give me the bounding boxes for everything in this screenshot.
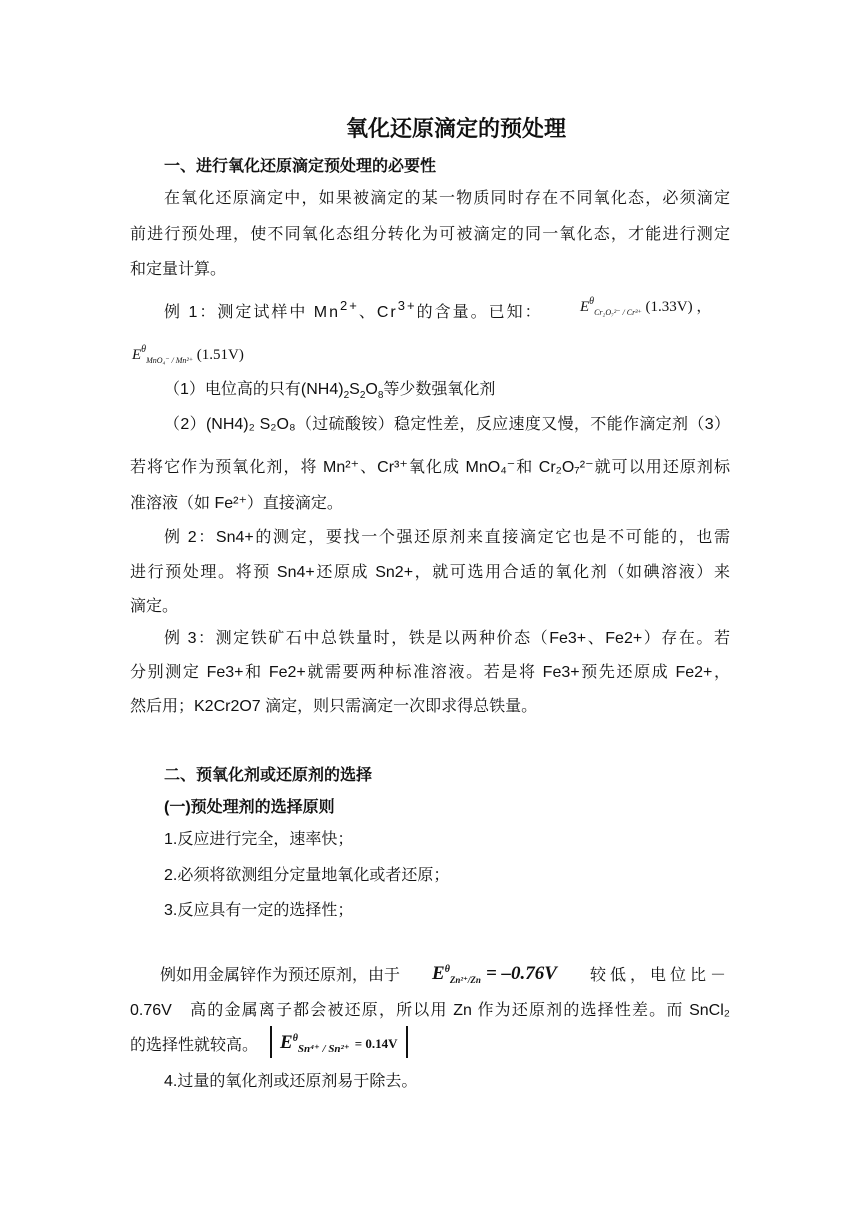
example-3-line-2: 分别测定 Fe3+和 Fe2+就需要两种标准溶液。若是将 Fe3+预先还原成 Fe2+， (130, 664, 730, 681)
theta-symbol: θ (589, 296, 595, 307)
example-3-line-1: 例 3：测定铁矿石中总铁量时，铁是以两种价态（Fe3+、Fe2+）存在。若 (164, 630, 730, 647)
mn-couple: MnO₄⁻ / Mn²⁺ (146, 356, 194, 365)
subscript: 2 (343, 390, 350, 401)
mn-potential-value: (1.51V) (196, 347, 244, 363)
sn-bracket (270, 1026, 408, 1058)
sn-couple: Sn⁴⁺ / Sn²⁺ (297, 1043, 350, 1055)
zn-line-start: 例如用金属锌作为预还原剂，由于 (160, 967, 401, 984)
subscript: 8 (377, 390, 384, 401)
zn-line-3: 的选择性就较高。 (130, 1037, 259, 1054)
item-2-line-1: （2）(NH4)₂ S₂O₈（过硫酸铵）稳定性差，反应速度又慢，不能作滴定剂（3） (164, 416, 730, 433)
zn-potential-value: = –0.76V (485, 963, 557, 984)
para-1-line-2: 前进行预处理，使不同氧化态组分转化为可被滴定的同一氧化态，才能进行测定 (130, 226, 730, 243)
theta-symbol: θ (292, 1033, 298, 1044)
e-symbol: E (280, 1032, 293, 1053)
e-symbol: E (132, 347, 142, 363)
cr-couple: Cr₂O₇²⁻ / Cr³⁺ (594, 308, 642, 317)
para-1-line-1: 在氧化还原滴定中，如果被滴定的某一物质同时存在不同氧化态，必须滴定 (164, 190, 730, 207)
rule-3: 3.反应具有一定的选择性； (164, 902, 354, 919)
example-3-line-3: 然后用；K2Cr2O7 滴定，则只需滴定一次即求得总铁量。 (130, 698, 538, 715)
mn-charge: 2+ (340, 298, 359, 313)
rule-1: 1.反应进行完全，速率快； (164, 831, 354, 848)
zn-line-end: 较低，电位比－ (590, 967, 731, 984)
rule-2: 2.必须将欲测组分定量地氧化或者还原； (164, 867, 450, 884)
comma: ， (696, 299, 712, 315)
potential-mn-formula (132, 340, 244, 371)
item-1-end: 等少数强氧化剂 (383, 381, 496, 398)
zn-couple: Zn²⁺/Zn (449, 975, 481, 985)
item-1 (164, 380, 495, 406)
zn-line-2: 0.76V 高的金属离子都会被还原，所以用 Zn 作为还原剂的选择性差。而 SnCl₂ (130, 1002, 730, 1019)
cr-charge: 3+ (397, 298, 417, 313)
rule-4: 4.过量的氧化剂或还原剂易于除去。 (164, 1073, 418, 1090)
e-symbol: E (432, 963, 445, 984)
e-symbol: E (580, 299, 590, 315)
para-1-line-3: 和定量计算。 (130, 261, 227, 278)
theta-symbol: θ (141, 344, 147, 355)
item-1-s: S (349, 381, 360, 398)
potential-cr-formula (580, 292, 711, 323)
page-title: 氧化还原滴定的预处理 (345, 116, 566, 142)
section-2-heading: 二、预氧化剂或还原剂的选择 (164, 767, 373, 784)
example-2-line-3: 滴定。 (130, 598, 179, 615)
example-2-line-1: 例 2：Sn4+的测定，要找一个强还原剂来直接滴定它也是不可能的，也需 (164, 529, 730, 546)
sn-potential-value: = 0.14V (354, 1036, 398, 1051)
item-1-o: O (365, 381, 378, 398)
sn-potential-formula (270, 1026, 408, 1058)
example-1-end: 的含量。已知： (416, 304, 543, 321)
zn-potential-formula (432, 960, 557, 992)
example-2-line-2: 进行预处理。将预 Sn4+还原成 Sn2+，就可选用合适的氧化剂（如碘溶液）来 (130, 564, 730, 581)
item-2-line-2: 若将它作为预氧化剂，将 Mn²⁺、Cr³⁺氧化成 MnO₄⁻和 Cr₂O₇²⁻就可以用还原剂标 (130, 459, 730, 476)
cr-potential-value: (1.33V) (645, 299, 693, 315)
example-1-text: 例 1：测定试样中 Mn (164, 304, 341, 321)
section-1-heading: 一、进行氧化还原滴定预处理的必要性 (164, 158, 437, 175)
example-1-mid: 、Cr (358, 304, 398, 321)
item-2-line-3: 准溶液（如 Fe²⁺）直接滴定。 (130, 495, 343, 512)
item-1-text: （1）电位高的只有(NH4) (164, 381, 344, 398)
subscript: 2 (359, 390, 366, 401)
theta-symbol: θ (444, 964, 450, 975)
section-2-subheading: (一)预处理剂的选择原则 (164, 799, 335, 816)
example-1-line (164, 296, 543, 323)
